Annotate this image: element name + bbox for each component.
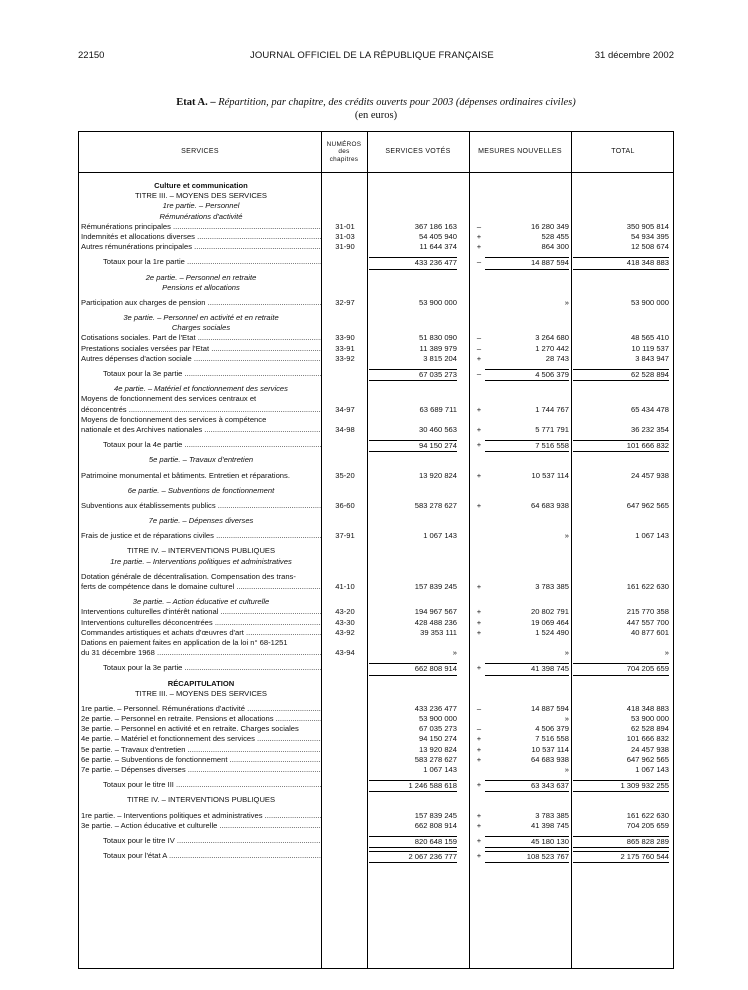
- mesures-nouvelles-value: 7 516 558: [535, 734, 569, 744]
- section-heading: [79, 486, 675, 496]
- total-value: 865 828 289: [573, 836, 669, 848]
- page-header: [78, 50, 674, 66]
- chapter-number: 31-03: [335, 231, 355, 241]
- measure-sign: –: [476, 257, 482, 267]
- chapter-number: 33-92: [335, 353, 355, 363]
- row-label: 3e partie. – Action éducative et culturelle: [132, 597, 270, 607]
- mesures-nouvelles-value: 528 455: [541, 231, 569, 241]
- chapter-number: 34-97: [335, 404, 355, 414]
- services-votes-value: 428 488 236: [414, 617, 457, 627]
- services-votes-value: 433 236 477: [414, 703, 457, 713]
- measure-sign: +: [476, 404, 482, 414]
- row-label: Rémunérations d'activité: [159, 211, 243, 221]
- journal-title: JOURNAL OFFICIEL DE LA RÉPUBLIQUE FRANÇAISE: [250, 50, 494, 61]
- total-value: 704 205 659: [573, 663, 669, 675]
- row-label: Culture et communication: [154, 181, 248, 190]
- measure-sign: +: [476, 754, 482, 764]
- row-label: Autres dépenses d'action sociale .....: [81, 354, 321, 364]
- table-row: [79, 628, 675, 638]
- row-label: 3e partie. – Personnel en activité et en retraite. Charges sociales: [81, 724, 299, 734]
- table-caption: [78, 96, 674, 122]
- mesures-nouvelles-value: 108 523 767: [485, 851, 569, 863]
- header-separator: [79, 172, 673, 173]
- total-value: 12 508 674: [630, 242, 669, 252]
- measure-sign: +: [476, 607, 482, 617]
- total-value: 24 457 938: [630, 470, 669, 480]
- measure-sign: +: [476, 810, 482, 820]
- services-votes-value: 662 808 914: [369, 663, 457, 675]
- total-value: 215 770 358: [626, 607, 669, 617]
- section-heading: [79, 181, 675, 191]
- table-row: [79, 572, 675, 582]
- total-value: 10 119 537: [631, 343, 669, 353]
- total-value: 447 557 700: [626, 617, 669, 627]
- total-value: 350 905 814: [626, 221, 669, 231]
- mesures-nouvelles-value: 41 398 745: [530, 820, 569, 830]
- mesures-nouvelles-value: 10 537 114: [531, 470, 569, 480]
- services-votes-value: 194 967 567: [414, 607, 457, 617]
- measure-sign: –: [476, 343, 482, 353]
- measure-sign: +: [476, 231, 482, 241]
- mesures-nouvelles-value: »: [564, 297, 569, 307]
- services-votes-value: 53 900 000: [418, 714, 457, 724]
- table-row: [79, 222, 675, 232]
- mesures-nouvelles-value: 3 783 385: [535, 582, 569, 591]
- mesures-nouvelles-value: 45 180 130: [485, 836, 569, 848]
- row-label: Cotisations sociales. Part de l'Etat .....: [81, 333, 321, 343]
- total-value: 53 900 000: [630, 714, 669, 724]
- mesures-nouvelles-value: 64 683 938: [530, 754, 569, 764]
- chapter-number: 33-91: [335, 343, 355, 353]
- section-heading: [79, 273, 675, 283]
- services-votes-value: 63 689 711: [419, 404, 457, 414]
- table-row: [79, 531, 675, 541]
- total-value: 101 666 832: [626, 734, 669, 744]
- table-row: [79, 755, 675, 765]
- table-row: [79, 333, 675, 343]
- measure-sign: +: [476, 440, 482, 450]
- measure-sign: +: [476, 820, 482, 830]
- row-label: Pensions et allocations: [162, 282, 240, 292]
- total-value: 40 877 601: [630, 627, 669, 637]
- row-label: Dotation générale de décentralisation. Compensation des trans-: [81, 571, 296, 581]
- total-value: 36 232 354: [630, 424, 669, 434]
- row-label: Frais de justice et de réparations civiles .....: [81, 531, 321, 541]
- col-header-services: SERVICES: [181, 148, 219, 155]
- section-heading: [79, 546, 675, 556]
- section-heading: [79, 679, 675, 689]
- total-value: 62 528 894: [630, 724, 669, 734]
- measure-sign: +: [476, 663, 482, 673]
- table-row: [79, 821, 675, 831]
- row-label: Moyens de fonctionnement des services à compétence: [81, 414, 267, 424]
- table-row: [79, 471, 675, 481]
- mesures-nouvelles-value: »: [564, 531, 569, 541]
- total-row: [79, 851, 675, 861]
- measure-sign: +: [476, 424, 482, 434]
- col-header-voted: SERVICES VOTÉS: [385, 148, 451, 155]
- mesures-nouvelles-value: 1 270 442: [535, 343, 569, 353]
- total-value: 65 434 478: [630, 404, 669, 414]
- mesures-nouvelles-value: 7 516 558: [485, 440, 569, 452]
- total-value: 62 528 894: [573, 369, 669, 381]
- measure-sign: +: [476, 851, 482, 861]
- section-heading: [79, 557, 675, 567]
- row-label: Interventions culturelles déconcentrées .....: [81, 618, 321, 628]
- services-votes-value: 67 035 273: [369, 369, 457, 381]
- mesures-nouvelles-value: »: [564, 714, 569, 724]
- chapter-number: 31-90: [335, 242, 355, 252]
- total-row: [79, 780, 675, 790]
- issue-date: 31 décembre 2002: [594, 50, 674, 61]
- mesures-nouvelles-value: 864 300: [541, 242, 569, 252]
- services-votes-value: 583 278 627: [414, 500, 457, 510]
- measure-sign: +: [476, 734, 482, 744]
- table-row: [79, 714, 675, 724]
- total-value: 647 962 565: [626, 754, 669, 764]
- row-label: 7e partie. – Dépenses diverses .....: [81, 765, 321, 775]
- measure-sign: +: [476, 353, 482, 363]
- services-votes-value: 94 150 274: [418, 734, 457, 744]
- row-label: Totaux pour la 1re partie .....: [81, 257, 321, 267]
- measure-sign: –: [476, 724, 482, 734]
- row-label: 7e partie. – Dépenses diverses: [148, 516, 254, 526]
- table-row: [79, 344, 675, 354]
- table-row: [79, 765, 675, 775]
- row-label: déconcentrés .....: [81, 405, 321, 415]
- row-label: Totaux pour la 4e partie .....: [81, 440, 321, 450]
- table-row: [79, 724, 675, 734]
- total-value: 704 205 659: [626, 820, 669, 830]
- total-value: 161 622 630: [626, 810, 669, 820]
- measure-sign: +: [476, 627, 482, 637]
- chapter-number: 41-10: [335, 582, 355, 591]
- total-value: 1 067 143: [635, 531, 669, 541]
- services-votes-value: 94 150 274: [369, 440, 457, 452]
- table-row: [79, 638, 675, 648]
- table-row: [79, 415, 675, 425]
- mesures-nouvelles-value: 63 343 637: [485, 780, 569, 792]
- services-votes-value: 51 830 090: [418, 333, 457, 343]
- row-label: TITRE IV. – INTERVENTIONS PUBLIQUES: [126, 546, 276, 556]
- row-label: 1re partie. – Interventions politiques et administratives: [110, 556, 292, 566]
- row-label: Dations en paiement faites en application de la loi n° 68-1251: [81, 637, 288, 647]
- table-row: [79, 394, 675, 404]
- mesures-nouvelles-value: 14 887 594: [485, 257, 569, 269]
- services-votes-value: 39 353 111: [420, 627, 457, 637]
- caption-unit: (en euros): [354, 110, 398, 121]
- row-label: ferts de compétence dans le domaine culturel .....: [81, 582, 321, 592]
- row-label: 4e partie. – Matériel et fonctionnement des services .....: [81, 734, 321, 744]
- measure-sign: +: [476, 500, 482, 510]
- services-votes-value: 13 920 824: [418, 744, 457, 754]
- total-value: 101 666 832: [573, 440, 669, 452]
- section-heading: [79, 455, 675, 465]
- measure-sign: –: [476, 221, 482, 231]
- chapter-number: 43-94: [335, 648, 355, 658]
- row-label: Autres rémunérations principales .....: [81, 242, 321, 252]
- row-label: Totaux pour la 3e partie .....: [81, 369, 321, 379]
- total-value: 161 622 630: [626, 582, 669, 591]
- services-votes-value: 53 900 000: [418, 297, 457, 307]
- row-label: du 31 décembre 1968 .....: [81, 648, 321, 658]
- measure-sign: +: [476, 582, 482, 591]
- chapter-number: 43-30: [335, 617, 355, 627]
- mesures-nouvelles-value: 1 744 767: [535, 404, 569, 414]
- chapter-number: 35-20: [335, 470, 355, 480]
- measure-sign: +: [476, 835, 482, 845]
- measure-sign: –: [476, 333, 482, 343]
- row-label: 2e partie. – Personnel en retraite: [145, 272, 257, 282]
- col-header-total: TOTAL: [611, 148, 635, 155]
- row-label: 4e partie. – Matériel et fonctionnement des services: [114, 384, 288, 394]
- caption-label: Etat A. –: [176, 97, 216, 108]
- services-votes-value: 662 808 914: [414, 820, 457, 830]
- measure-sign: +: [476, 617, 482, 627]
- row-label: Moyens de fonctionnement des services centraux et: [81, 394, 257, 404]
- total-value: 1 309 932 255: [573, 780, 669, 792]
- services-votes-value: 67 035 273: [418, 724, 457, 734]
- table-body: [79, 176, 675, 861]
- total-row: [79, 836, 675, 846]
- mesures-nouvelles-value: 4 506 379: [535, 724, 569, 734]
- chapter-number: 31-01: [335, 221, 355, 231]
- row-label: Totaux pour le titre IV .....: [81, 836, 321, 846]
- services-votes-value: 1 067 143: [423, 765, 457, 774]
- total-value: 2 175 760 544: [573, 851, 669, 863]
- total-value: 647 962 565: [626, 500, 669, 510]
- services-votes-value: 3 815 204: [423, 353, 457, 363]
- total-value: »: [664, 648, 669, 658]
- row-label: TITRE III. – MOYENS DES SERVICES: [135, 688, 267, 698]
- row-label: Prestations sociales versées par l'Etat .....: [81, 344, 321, 354]
- measure-sign: –: [476, 703, 482, 713]
- page-number: 22150: [78, 50, 105, 61]
- row-label: Participation aux charges de pension .....: [81, 298, 321, 308]
- row-label: Charges sociales: [171, 323, 231, 333]
- row-label: Totaux pour la 3e partie .....: [81, 663, 321, 673]
- table-row: [79, 501, 675, 511]
- row-label: Indemnités et allocations diverses .....: [81, 232, 321, 242]
- row-label: 5e partie. – Travaux d'entretien .....: [81, 745, 321, 755]
- services-votes-value: 433 236 477: [369, 257, 457, 269]
- mesures-nouvelles-value: »: [564, 648, 569, 658]
- row-label: Totaux pour le titre III .....: [81, 780, 321, 790]
- row-label: RÉCAPITULATION: [167, 678, 235, 688]
- mesures-nouvelles-value: 3 264 680: [535, 333, 569, 343]
- row-label: 2e partie. – Personnel en retraite. Pensions et allocations .....: [81, 714, 321, 724]
- section-heading: [79, 384, 675, 394]
- section-heading: [79, 201, 675, 211]
- mesures-nouvelles-value: 41 398 745: [485, 663, 569, 675]
- chapter-number: 34-98: [335, 424, 355, 434]
- total-row: [79, 257, 675, 267]
- measure-sign: +: [476, 744, 482, 754]
- services-votes-value: 13 920 824: [418, 470, 457, 480]
- row-label: 1re partie. – Personnel: [162, 201, 240, 211]
- measure-sign: +: [476, 242, 482, 252]
- row-label: Subventions aux établissements publics .....: [81, 501, 321, 511]
- section-heading: [79, 191, 675, 201]
- services-votes-value: 583 278 627: [414, 754, 457, 764]
- col-header-new: MESURES NOUVELLES: [478, 148, 562, 155]
- total-row: [79, 440, 675, 450]
- credits-table: [78, 131, 674, 969]
- mesures-nouvelles-value: 14 887 594: [530, 703, 569, 713]
- chapter-number: 33-90: [335, 333, 355, 343]
- total-value: 24 457 938: [630, 744, 669, 754]
- section-heading: [79, 212, 675, 222]
- row-label: 1re partie. – Interventions politiques et administratives .....: [81, 811, 321, 821]
- row-label: Interventions culturelles d'intérêt national .....: [81, 607, 321, 617]
- mesures-nouvelles-value: 28 743: [545, 353, 569, 363]
- row-label: 6e partie. – Subventions de fonctionnement: [127, 485, 275, 495]
- mesures-nouvelles-value: 20 802 791: [530, 607, 569, 617]
- row-label: nationale et des Archives nationales .....: [81, 425, 321, 435]
- chapter-number: 36-60: [335, 500, 355, 510]
- mesures-nouvelles-value: 19 069 464: [530, 617, 569, 627]
- mesures-nouvelles-value: 3 783 385: [535, 810, 569, 820]
- row-label: TITRE III. – MOYENS DES SERVICES: [135, 191, 267, 201]
- services-votes-value: 30 460 563: [418, 424, 457, 434]
- services-votes-value: 1 246 588 618: [369, 780, 457, 792]
- section-heading: [79, 795, 675, 805]
- chapter-number: 37-91: [335, 531, 355, 541]
- section-heading: [79, 313, 675, 323]
- row-label: 5e partie. – Travaux d'entretien: [148, 455, 254, 465]
- chapter-number: 43-92: [335, 627, 355, 637]
- services-votes-value: 11 389 979: [419, 343, 457, 353]
- section-heading: [79, 689, 675, 699]
- row-label: Totaux pour l'état A .....: [81, 851, 321, 861]
- section-heading: [79, 323, 675, 333]
- total-value: 48 565 410: [630, 333, 669, 343]
- table-row: [79, 607, 675, 617]
- table-row: [79, 354, 675, 364]
- section-heading: [79, 283, 675, 293]
- row-label: 1re partie. – Personnel. Rémunérations d'activité .....: [81, 704, 321, 714]
- total-value: 53 900 000: [630, 297, 669, 307]
- total-value: 418 348 883: [573, 257, 669, 269]
- table-row: [79, 242, 675, 252]
- services-votes-value: 1 067 143: [423, 531, 457, 541]
- row-label: 6e partie. – Subventions de fonctionnement .....: [81, 755, 321, 765]
- chapter-number: 43-20: [335, 607, 355, 617]
- table-row: [79, 704, 675, 714]
- col-header-chapters: NUMÉROS des chapitres: [326, 140, 362, 163]
- total-row: [79, 369, 675, 379]
- mesures-nouvelles-value: 10 537 114: [531, 744, 569, 754]
- table-row: [79, 811, 675, 821]
- row-label: 3e partie. – Personnel en activité et en retraite: [123, 313, 279, 323]
- row-label: TITRE IV. – INTERVENTIONS PUBLIQUES: [126, 795, 276, 805]
- table-row: [79, 745, 675, 755]
- row-label: Commandes artistiques et achats d'œuvres d'art .....: [81, 628, 321, 638]
- table-row: [79, 648, 675, 658]
- services-votes-value: 11 644 374: [419, 242, 457, 252]
- services-votes-value: 157 839 245: [414, 810, 457, 820]
- table-row: [79, 734, 675, 744]
- table-row: [79, 425, 675, 435]
- caption-title: Répartition, par chapitre, des crédits ouverts pour 2003 (dépenses ordinaires civiles): [218, 97, 576, 108]
- services-votes-value: »: [452, 648, 457, 658]
- mesures-nouvelles-value: 16 280 349: [530, 221, 569, 231]
- table-row: [79, 582, 675, 592]
- services-votes-value: 2 067 236 777: [369, 851, 457, 863]
- services-votes-value: 367 186 163: [414, 221, 457, 231]
- table-row: [79, 405, 675, 415]
- mesures-nouvelles-value: 64 683 938: [530, 500, 569, 510]
- total-row: [79, 663, 675, 673]
- row-label: 3e partie. – Action éducative et culturelle .....: [81, 821, 321, 831]
- row-label: Rémunérations principales .....: [81, 222, 321, 232]
- mesures-nouvelles-value: »: [564, 765, 569, 774]
- services-votes-value: 157 839 245: [414, 582, 457, 591]
- chapter-number: 32-97: [335, 297, 355, 307]
- total-value: 3 843 947: [635, 353, 669, 363]
- table-row: [79, 298, 675, 308]
- total-value: 418 348 883: [626, 703, 669, 713]
- mesures-nouvelles-value: 5 771 791: [535, 424, 569, 434]
- total-value: 1 067 143: [635, 765, 669, 774]
- table-row: [79, 618, 675, 628]
- measure-sign: –: [476, 369, 482, 378]
- section-heading: [79, 597, 675, 607]
- measure-sign: +: [476, 780, 482, 790]
- mesures-nouvelles-value: 4 506 379: [485, 369, 569, 381]
- total-value: 54 934 395: [630, 231, 669, 241]
- measure-sign: +: [476, 470, 482, 480]
- row-label: Patrimoine monumental et bâtiments. Entretien et réparations.: [81, 470, 290, 480]
- services-votes-value: 820 648 159: [369, 836, 457, 848]
- table-row: [79, 232, 675, 242]
- mesures-nouvelles-value: 1 524 490: [535, 627, 569, 637]
- section-heading: [79, 516, 675, 526]
- services-votes-value: 54 405 940: [418, 231, 457, 241]
